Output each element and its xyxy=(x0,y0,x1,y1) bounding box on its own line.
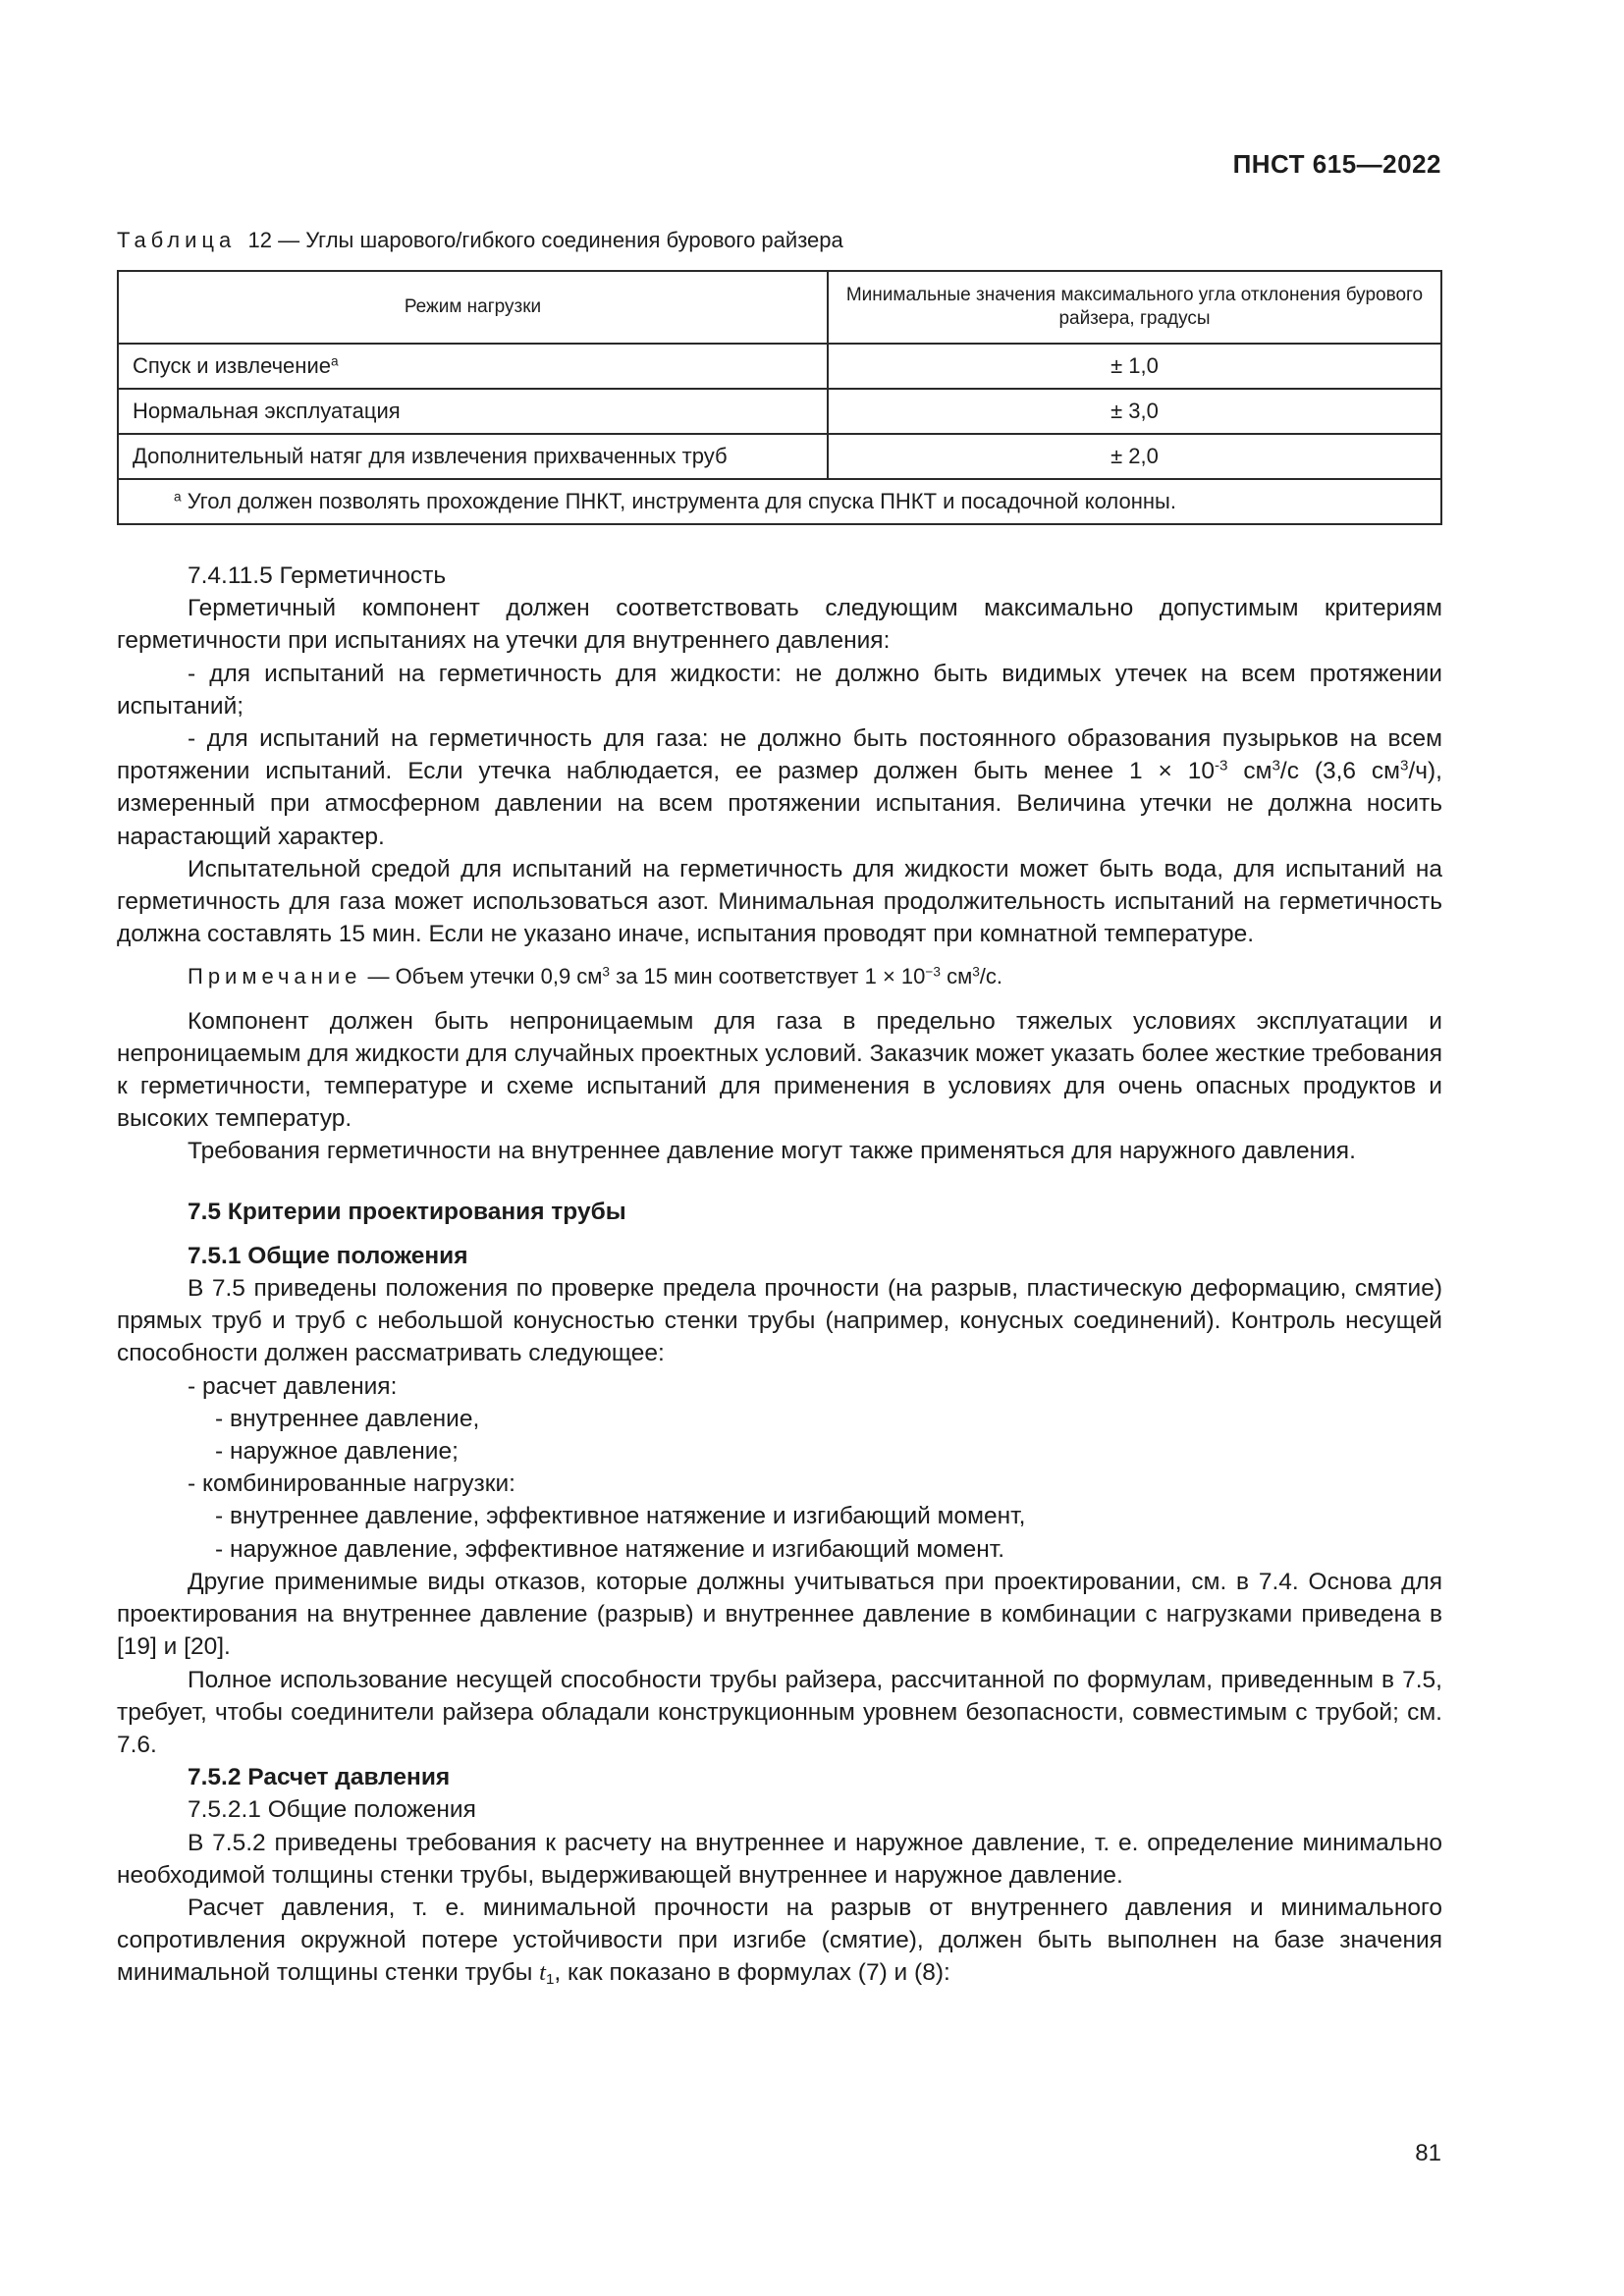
text-run: /с (3,6 см xyxy=(1279,758,1400,785)
subsection-heading-7-4-11-5: 7.4.11.5 Герметичность xyxy=(188,562,447,589)
paragraph: Требования герметичности на внутреннее давление могут также применяться для наружного давления. xyxy=(188,1138,1356,1165)
table-cell-mode xyxy=(118,344,828,389)
column-header-min-angle: Минимальные значения максимального угла отклонения бурового райзера, градусы xyxy=(828,271,1441,344)
riser-angles-table xyxy=(117,270,1442,525)
text-run: Расчет давления, т. е. минимальной прочности на разрыв от внутреннего давления и минимального сопротивления окружной потере устойчивости при изгибе (смятие), должен быть выполнен на базе значения минимальной толщины стенки трубы xyxy=(117,1894,1442,1987)
table-row xyxy=(118,389,1441,434)
list-item: - расчет давления: xyxy=(188,1372,398,1400)
superscript: 3 xyxy=(972,964,980,980)
table-caption xyxy=(117,228,843,253)
table-caption-word: Таблица xyxy=(117,228,237,252)
paragraph: - для испытаний на герметичность для жидкости: не должно быть видимых утечек на всем протяжении испытаний; xyxy=(117,660,1442,720)
section-heading-7-5-1: 7.5.1 Общие положения xyxy=(188,1242,468,1269)
table-footnote-row xyxy=(118,479,1441,524)
document-id: ПНСТ 615—2022 xyxy=(1232,149,1441,179)
footnote-text: Угол должен позволять прохождение ПНКТ, инструмента для спуска ПНКТ и посадочной колонны. xyxy=(187,489,1176,513)
paragraph: Компонент должен быть непроницаемым для газа в предельно тяжелых условиях эксплуатации и непроницаемым для жидкости для случайных проектных условий. Заказчик может указать более жесткие требования к герметичности, температуре и схеме испытаний для применения в условиях для очень опасных продуктов и высоких температур. xyxy=(117,1007,1442,1133)
superscript: 3 xyxy=(1400,757,1409,774)
note xyxy=(117,960,1442,992)
mode-label: Спуск и извлечение xyxy=(133,353,331,378)
list-item: - внутреннее давление, эффективное натяжение и изгибающий момент, xyxy=(215,1503,1026,1530)
table-cell-mode: Нормальная эксплуатация xyxy=(118,389,828,434)
note-label: Примечание xyxy=(188,964,362,989)
text-run: — Объем утечки 0,9 см xyxy=(361,964,603,989)
section-heading-7-5: 7.5 Критерии проектирования трубы xyxy=(188,1198,626,1225)
paragraph xyxy=(117,722,1442,853)
list-item: - внутреннее давление, xyxy=(215,1405,480,1432)
table-caption-text: 12 — Углы шарового/гибкого соединения бурового райзера xyxy=(247,228,843,252)
list-item: - комбинированные нагрузки: xyxy=(188,1470,515,1498)
text-run: см xyxy=(940,964,973,989)
superscript: 3 xyxy=(1272,757,1280,774)
table-row xyxy=(118,344,1441,389)
text-run: /с. xyxy=(979,964,1003,989)
text-run: за 15 мин соответствует 1 × 10 xyxy=(610,964,926,989)
list-item: - наружное давление, эффективное натяжение и изгибающий момент. xyxy=(215,1535,1005,1563)
footnote-mark: a xyxy=(330,353,339,369)
paragraph: Герметичный компонент должен соответствовать следующим максимально допустимым критериям герметичности при испытаниях на утечки для внутреннего давления: xyxy=(117,595,1442,655)
paragraph: Испытательной средой для испытаний на герметичность для жидкости может быть вода, для испытаний на герметичность для газа может использоваться азот. Минимальная продолжительность испытаний на герметичность должна составлять 15 мин. Если не указано иначе, испытания проводят при комнатной температуре. xyxy=(117,855,1442,948)
table-row xyxy=(118,434,1441,479)
list-item: - наружное давление; xyxy=(215,1438,459,1466)
table-cell-value: ± 1,0 xyxy=(828,344,1441,389)
paragraph: В 7.5.2 приведены требования к расчету на внутреннее и наружное давление, т. е. определение минимально необходимой толщины стенки трубы, выдерживающей внутреннее и наружное давление. xyxy=(117,1829,1442,1889)
text-run: /ч), измеренный при атмосферном давлении на всем протяжении испытания. Величина утечки не должна носить нарастающий характер. xyxy=(117,758,1442,850)
subscript: 1 xyxy=(545,1971,555,1989)
superscript: −3 xyxy=(925,964,941,980)
text-run: см xyxy=(1227,758,1272,785)
paragraph: Полное использование несущей способности трубы райзера, рассчитанной по формулам, приведенным в 7.5, требует, чтобы соединители райзера обладали конструкционным уровнем безопасности, совместимым с трубой; см. 7.6. xyxy=(117,1666,1442,1758)
section-heading-7-5-2: 7.5.2 Расчет давления xyxy=(188,1764,451,1791)
body-text xyxy=(117,560,1442,1990)
column-header-load-mode: Режим нагрузки xyxy=(118,271,828,344)
text-run: , как показано в формулах (7) и (8): xyxy=(554,1959,950,1987)
paragraph xyxy=(117,1892,1442,1990)
table-cell-value: ± 3,0 xyxy=(828,389,1441,434)
text-run: - для испытаний на герметичность для газа: не должно быть постоянного образования пузырьков на всем протяжении испытаний. Если утечка наблюдается, ее размер должен быть менее 1 × 10 xyxy=(117,725,1442,785)
table-cell-mode: Дополнительный натяг для извлечения прихваченных труб xyxy=(118,434,828,479)
table-header-row xyxy=(118,271,1441,344)
superscript: -3 xyxy=(1214,757,1228,774)
table-cell-value: ± 2,0 xyxy=(828,434,1441,479)
paragraph: В 7.5 приведены положения по проверке предела прочности (на разрыв, пластическую деформацию, смятие) прямых труб и труб с небольшой конусностью стенки трубы (например, конусных соединений). Контроль несущей способности должен рассматривать следующее: xyxy=(117,1275,1442,1367)
table-footnote xyxy=(118,479,1441,524)
paragraph: Другие применимые виды отказов, которые должны учитываться при проектировании, см. в 7.4. Основа для проектирования на внутреннее давление (разрыв) и внутреннее давление в комбинации с нагрузками приведена в [19] и [20]. xyxy=(117,1568,1442,1661)
superscript: 3 xyxy=(602,964,610,980)
footnote-mark: a xyxy=(174,489,182,505)
variable-t: t xyxy=(539,1959,546,1987)
page-number: 81 xyxy=(1415,2140,1441,2166)
subsection-heading-7-5-2-1: 7.5.2.1 Общие положения xyxy=(188,1796,476,1824)
